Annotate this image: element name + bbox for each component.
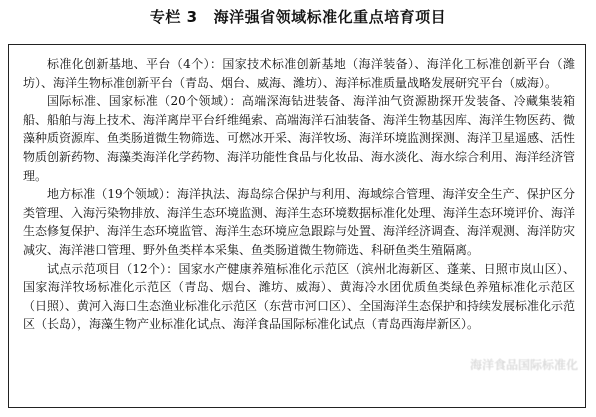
content-box xyxy=(8,44,586,408)
paragraph-international-national-standards: 国际标准、国家标准（20个领域）：高端深海钻进装备、海洋油气资源勘探开发装备、冷藏集装箱船、船舶与海上技术、海洋离岸平台纤维绳索、高端海洋石油装备、海洋生物基因库、海洋生物医药、微藻种质资源库、鱼类肠道微生物筛选、可燃冰开采、海洋牧场、海洋环境监测探测、海洋卫星遥感、活性物质创新药物、海藻类海洋化学药物、海洋功能性食品与化妆品、海水淡化、海水综合利用、海洋经济管理。 xyxy=(23,94,576,183)
paragraph-pilot-projects: 试点示范项目（12个）：国家水产健康养殖标准化示范区（滨州北海新区、蓬莱、日照市岚山区）、国家海洋牧场标准化示范区（青岛、烟台、潍坊、威海）、黄海冷水团优质鱼类绿色养殖标准化示范区（日照）、黄河入海口生态渔业标准化示范区（东营市河口区）、全国海洋生态保护和持续发展标准化示范区（长岛），海藻生物产业标准化试点、海洋食品国际标准化试点（青岛西海岸新区）。 xyxy=(23,261,576,332)
column-title: 海洋强省领域标准化重点培育项目 xyxy=(213,8,447,26)
column-label: 专栏 3 xyxy=(149,8,198,26)
paragraph-local-standards: 地方标准（19个领域）：海洋执法、海岛综合保护与利用、海域综合管理、海洋安全生产、保护区分类管理、入海污染物排放、海洋生态环境监测、海洋生态环境数据标准化处理、海洋生态环境评价、海洋生态修复保护、海洋生态环境监管、海洋生态环境应急跟踪与处置、海洋经济调查、海洋观测、海洋防灾减灾、海洋港口管理、野外鱼类样本采集、鱼类肠道微生物筛选、科研鱼类生殖隔离。 xyxy=(23,187,576,257)
watermark-text: 海洋食品国际标准化 xyxy=(470,358,579,372)
content-body xyxy=(23,55,575,334)
sidebar-heading xyxy=(0,6,596,28)
paragraph-innovation-bases: 标准化创新基地、平台（4个）：国家技术标准创新基地（海洋装备）、海洋化工标准创新平台（潍坊）、海洋生物标准创新平台（青岛、烟台、威海、潍坊）、海洋标准质量战略发展研究平台（威海）。 xyxy=(23,57,575,90)
